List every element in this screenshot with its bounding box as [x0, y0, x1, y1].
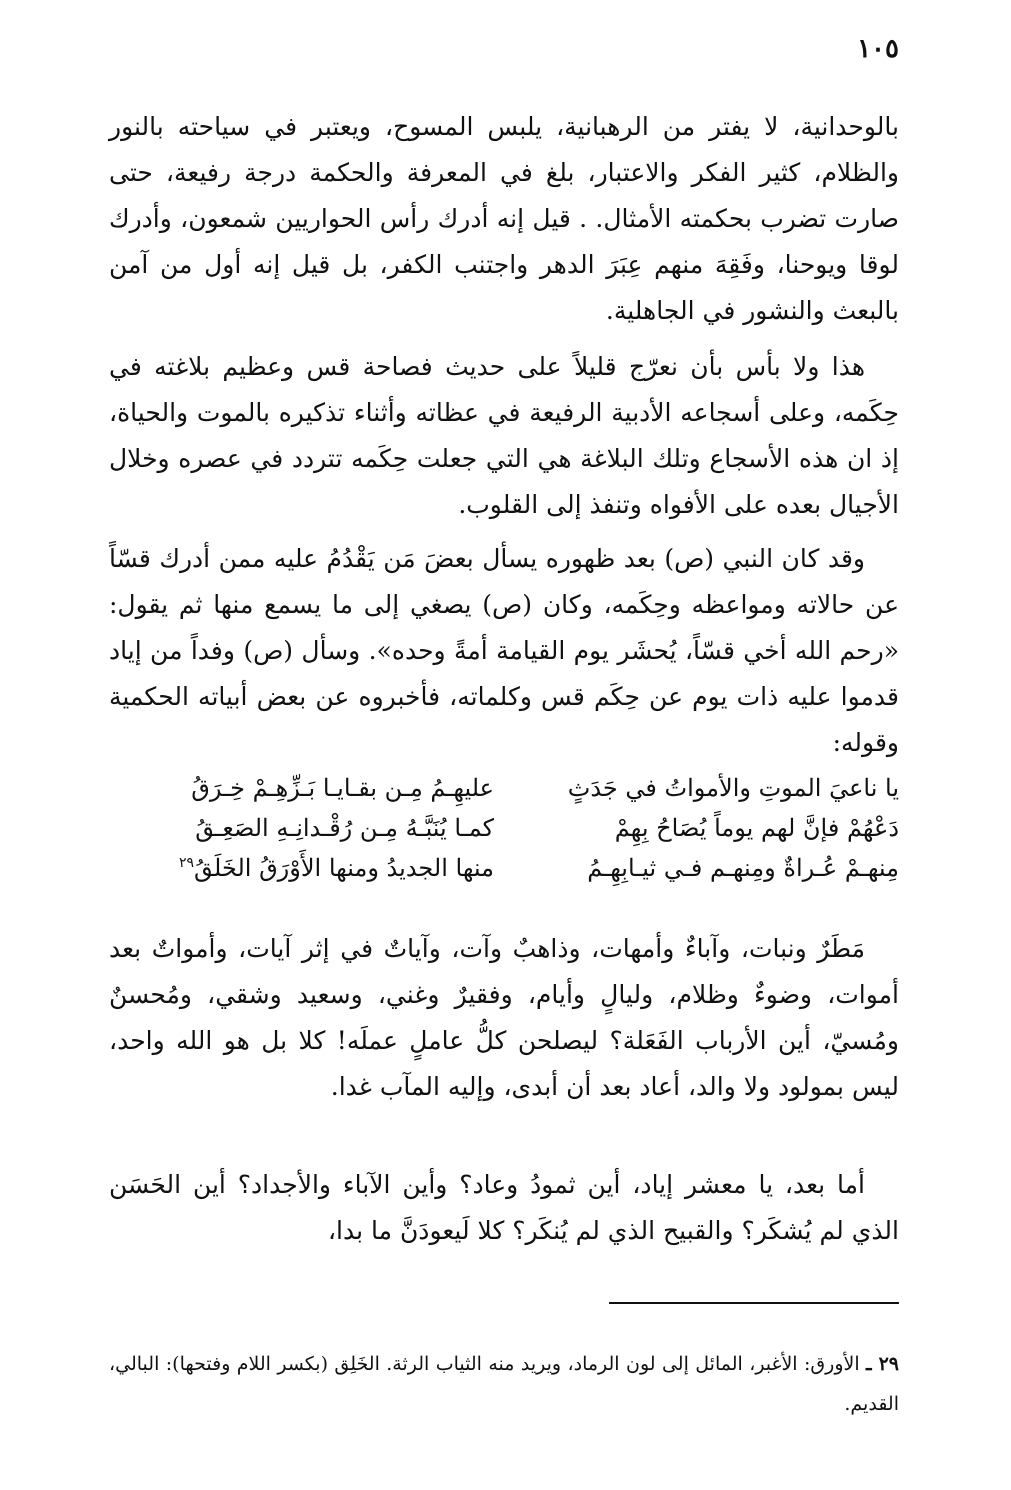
poem-first-hemistich: يا ناعيَ الموتِ والأمواتُ في جَدَثٍ [567, 774, 899, 802]
paragraph-address: أما بعد، يا معشر إياد، أين ثمودُ وعاد؟ وأين الآباء والأجداد؟ أين الحَسَن الذي لم يُشكَر؟ والقبيح الذي لم يُنكَر؟ كلا لَيعودَنَّ ما بدا، [109, 1170, 899, 1245]
poem-first-hemistich: مِنهـمْ عُـراةٌ ومِنهـم فـي ثيـابِهِـمُ [587, 854, 899, 882]
poem-second-hemistich: عليهِـمُ مِـن بقـايـا بَـزِّهِـمْ خِـرَقُ [191, 774, 494, 802]
poem-second-hemistich-text: منها الجديدُ ومنها الأَوْرَقُ الخَلَقُ [194, 854, 494, 882]
paragraph-sermon: مَطَرٌ ونبات، وآباءٌ وأمهات، وذاهبٌ وآت، وآياتٌ في إثر آيات، وأمواتٌ بعد أموات، وضوءٌ وظلام، وليالٍ وأيام، وفقيرٌ وغني، وسعيد وشقي، ومُحسنٌ ومُسيّ، أين الأرباب الفَعَلة؟ ليصلحن كلُّ عاملٍ عملَه! كلا بل هو الله واحد، ليس بمولود ولا والد، أعاد بعد أن أبدى، وإليه المآب غدا. [109, 934, 899, 1101]
page-number: ١٠٥ [857, 34, 899, 64]
footnote-number: ٢٩ ـ [866, 1353, 900, 1375]
poem-verse [109, 768, 899, 808]
poem-first-hemistich: دَعْهُمْ فإنَّ لهم يوماً يُصَاحُ بِهِمْ [614, 814, 899, 842]
poem-second-hemistich: كمـا يُنَبَّـهُ مِـن رُقْـدانِـهِ الصَعِـقُ [195, 814, 494, 842]
footnote-reference: ٢٩ [178, 855, 194, 871]
footnote-text: الأورق: الأغبر، المائل إلى لون الرماد، ويريد منه الثياب الرثة. الخَلِق (بكسر اللام وفتحها): البالي، القديم. [109, 1353, 899, 1415]
poem-second-hemistich [109, 848, 494, 888]
paragraph-prophet: وقد كان النبي (ص) بعد ظهوره يسأل بعضَ مَن يَقْدُمُ عليه ممن أدرك قسّاً عن حالاته ومواعظه وحِكَمه، وكان (ص) يصغي إلى ما يسمع منها ثم يقول: «رحم الله أخي قسّاً، يُحشَر يوم القيامة أمةً وحده». وسأل (ص) وفداً من إياد قدموا عليه ذات يوم عن حِكَم قس وكلماته، فأخبروه عن بعض أبياته الحكمية وقوله: [109, 544, 899, 757]
footnote-divider [609, 1302, 899, 1304]
paragraph-continuation: بالوحدانية، لا يفتر من الرهبانية، يلبس المسوح، ويعتبر في سياحته بالنور والظلام، كثير الفكر والاعتبار، بلغ في المعرفة والحكمة درجة رفيعة، حتى صارت تضرب بحكمته الأمثال. . قيل إنه أدرك رأس الحواريين شمعون، وأدرك لوقا ويوحنا، وفَقِهَ منهم عِبَرَ الدهر واجتنب الكفر، بل قيل إنه أول من آمن بالبعث والنشور في الجاهلية. [109, 112, 899, 325]
poem-verse [109, 808, 899, 848]
poem-verse [109, 848, 899, 888]
poem [109, 768, 899, 888]
footnote [109, 1344, 899, 1424]
paragraph-eloquence: هذا ولا بأس بأن نعرّج قليلاً على حديث فصاحة قس وعظيم بلاغته في حِكَمه، وعلى أسجاعه الأدبية الرفيعة في عظاته وأثناء تذكيره بالموت والحياة، إذ ان هذه الأسجاع وتلك البلاغة هي التي جعلت حِكَمه تتردد في عصره وخلال الأجيال بعده على الأفواه وتنفذ إلى القلوب. [109, 352, 899, 519]
